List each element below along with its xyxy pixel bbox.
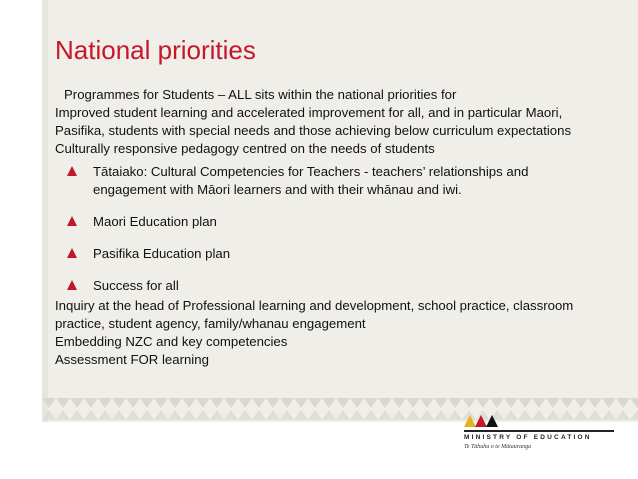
weave-motif (434, 398, 448, 408)
weave-motif (42, 398, 56, 408)
weave-motif (378, 398, 392, 408)
weave-motif (84, 410, 98, 420)
weave-motif (350, 410, 364, 420)
weave-motif (406, 398, 420, 408)
intro-paragraph: Programmes for Students – ALL sits within the national priorities for (64, 87, 457, 102)
weave-motif (294, 398, 308, 408)
weave-motif (280, 398, 294, 408)
weave-motif (140, 398, 154, 408)
weave-motif (280, 410, 294, 420)
weave-motif (196, 398, 210, 408)
weave-motif (224, 410, 238, 420)
weave-motif (322, 410, 336, 420)
bullet-text: Tātaiako: Cultural Competencies for Teachers - teachers’ relationships and engagement with Māori learners and with their whānau and iwi. (93, 164, 529, 197)
weave-motif (378, 410, 392, 420)
triangle-bullet-icon (67, 166, 77, 176)
bullet-text: Success for all (93, 278, 179, 293)
assessment-paragraph: Assessment FOR learning (55, 352, 209, 367)
bullet-text: Pasifika Education plan (93, 246, 231, 261)
weave-motif (210, 410, 224, 420)
weave-motif (266, 398, 280, 408)
weave-motif (168, 398, 182, 408)
weave-motif (420, 410, 434, 420)
triangle-bullet-icon (67, 280, 77, 290)
logo-name: MINISTRY OF EDUCATION (464, 434, 592, 441)
logo-maori-name: Te Tāhuhu o te Mātauranga (464, 444, 532, 450)
weave-motif (294, 410, 308, 420)
bullet-item (55, 163, 595, 199)
weave-motif (98, 410, 112, 420)
weave-motif (154, 410, 168, 420)
weave-motif (84, 398, 98, 408)
weave-motif (336, 410, 350, 420)
weave-motif (112, 398, 126, 408)
weave-motif (420, 398, 434, 408)
weave-motif (364, 398, 378, 408)
weave-motif (630, 410, 638, 420)
weave-motif (98, 398, 112, 408)
weave-motif (238, 410, 252, 420)
bullet-list (55, 163, 595, 295)
slide-title: National priorities (55, 35, 256, 65)
weave-motif (336, 398, 350, 408)
weave-motif (56, 410, 70, 420)
nzc-paragraph: Embedding NZC and key competencies (55, 334, 288, 349)
weave-motif (126, 398, 140, 408)
pedagogy-paragraph: Culturally responsive pedagogy centred on the needs of students (55, 141, 435, 156)
weave-motif (70, 410, 84, 420)
bullet-item (55, 245, 595, 263)
bullet-text: Maori Education plan (93, 214, 217, 229)
inquiry-paragraph: Inquiry at the head of Professional learning and development, school practice, classroom practice, student agency, family/whanau engagement (55, 298, 574, 331)
priority-paragraph: Improved student learning and accelerated improvement for all, and in particular Maori, Pasifika, students with special needs and those achieving below curriculum expectations (55, 105, 572, 138)
weave-motif (168, 410, 182, 420)
weave-motif (182, 410, 196, 420)
weave-motif (224, 398, 238, 408)
weave-motif (364, 410, 378, 420)
triangle-bullet-icon (67, 216, 77, 226)
logo-rule (464, 430, 614, 432)
weave-motif (616, 410, 630, 420)
weave-motif (406, 410, 420, 420)
triangle-bullet-icon (67, 248, 77, 258)
ministry-logo (458, 407, 618, 467)
bullet-item (55, 213, 595, 231)
weave-motif (196, 410, 210, 420)
weave-motif (56, 398, 70, 408)
slide-body (55, 86, 595, 369)
weave-motif (392, 410, 406, 420)
triangle-marks-icon (464, 409, 500, 427)
weave-motif (350, 398, 364, 408)
weave-motif (308, 398, 322, 408)
panel-edge (42, 0, 48, 422)
bullet-item (55, 277, 595, 295)
weave-motif (434, 410, 448, 420)
weave-motif (182, 398, 196, 408)
weave-motif (252, 398, 266, 408)
weave-motif (140, 410, 154, 420)
weave-motif (308, 410, 322, 420)
weave-motif (392, 398, 406, 408)
weave-motif (210, 398, 224, 408)
weave-motif (252, 410, 266, 420)
weave-motif (154, 398, 168, 408)
weave-motif (630, 398, 638, 408)
weave-motif (238, 398, 252, 408)
weave-motif (322, 398, 336, 408)
weave-motif (70, 398, 84, 408)
weave-motif (126, 410, 140, 420)
weave-motif (616, 398, 630, 408)
weave-motif (42, 410, 56, 420)
weave-motif (112, 410, 126, 420)
weave-motif (266, 410, 280, 420)
